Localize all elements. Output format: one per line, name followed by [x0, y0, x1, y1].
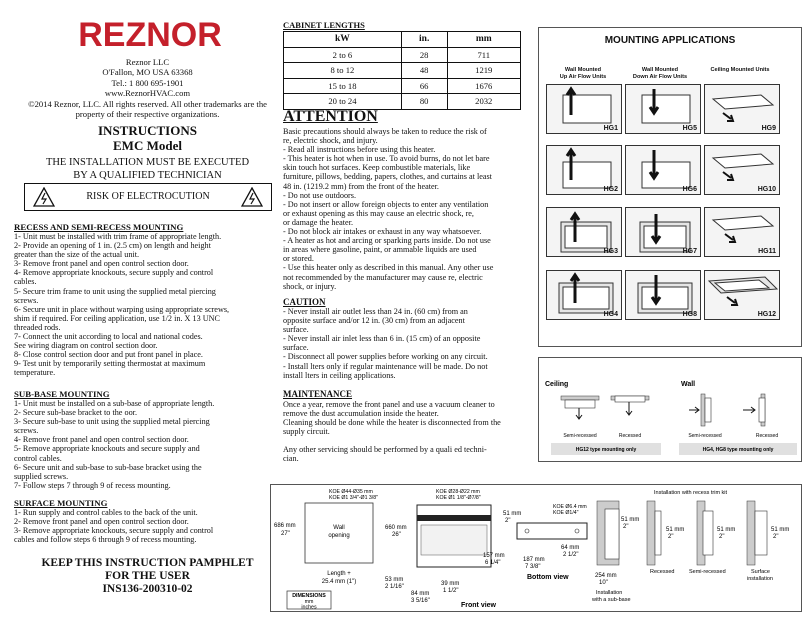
column-header: in.: [401, 32, 447, 48]
table-cell: 2032: [447, 94, 520, 110]
table-row: [284, 47, 521, 63]
hg-label: HG4: [603, 311, 618, 318]
hg-label: HG3: [603, 248, 618, 255]
ceiling-wall-panel: [538, 357, 802, 462]
column-header-line: Wall Mounted: [564, 67, 602, 73]
text-line: shock, or injury.: [283, 281, 337, 291]
keep-pamphlet-line2: FOR THE USER: [105, 570, 190, 582]
recess-list: [14, 232, 276, 378]
address-line: Reznor LLC: [125, 57, 170, 67]
hg-label: HG7: [682, 248, 697, 255]
text-line: or damage the heater.: [283, 217, 354, 227]
wall-note: HG4, HG8 type mounting only: [702, 447, 774, 453]
dim-label: 686 mm: [274, 523, 296, 529]
company-address: [20, 57, 275, 119]
dim-label: 10": [599, 580, 608, 586]
text-line: - Install lters only if regular maintenance will be made. Do not: [283, 361, 488, 371]
mounting-diagram-hg3: [546, 207, 622, 257]
mounting-diagram-hg6: [625, 145, 701, 195]
dim-label: 26": [392, 532, 401, 538]
table-cell: 66: [401, 78, 447, 94]
list-item: screws.: [14, 295, 39, 305]
koe-label: KOE Ø1/4": [553, 510, 579, 516]
list-item: 3- Remove appropriate knockouts, secure supply and control: [14, 526, 214, 536]
recess-heading: RECESS AND SEMI-RECESS MOUNTING: [14, 222, 184, 232]
spacer: [283, 436, 529, 445]
dim-label: Length +: [327, 571, 351, 577]
column-header: kW: [284, 32, 402, 48]
attention-text: [283, 127, 529, 291]
list-item: 6- Secure unit and sub-base to sub-base bracket using the: [14, 462, 202, 472]
dim-label: 2": [773, 534, 779, 540]
text-line: opposite surface and/or 12 in. (30 cm) from an adjacent: [283, 316, 465, 326]
maintenance-text: [283, 400, 529, 464]
koe-label: KOE Ø44-Ø35 mm: [329, 489, 373, 495]
table-cell: 15 to 18: [284, 78, 402, 94]
dim-label: 2": [668, 534, 674, 540]
koe-label: KOE Ø6.4 mm: [553, 504, 587, 510]
text-line: 48 in. (1219.2 mm) from the front of the heater.: [283, 181, 439, 191]
dim-label: 51 mm: [503, 511, 522, 517]
hg-label: HG9: [761, 125, 776, 132]
text-line: - Use this heater only as described in this manual. Any other use: [283, 263, 494, 273]
dim-label: 51 mm: [621, 517, 640, 523]
column-header-up-air: [548, 67, 618, 80]
mounting-diagram-hg9: [704, 84, 780, 134]
list-item: 4- Remove front panel and open control section door.: [14, 435, 189, 445]
text-line: or stored.: [283, 254, 314, 264]
dim-label: 6 1/4": [485, 560, 501, 566]
list-item: See wiring diagram on control section door.: [14, 341, 158, 351]
list-item: 1- Run supply and control cables to the back of the unit.: [14, 508, 198, 517]
ceiling-label: Ceiling: [545, 381, 569, 388]
table-cell: 1676: [447, 78, 520, 94]
list-item: 2- Secure sub-base bracket to the oor.: [14, 408, 137, 418]
text-line: furniture, pillows, bedding, papers, clothes, and curtains at least: [283, 172, 492, 182]
list-item: shim if required. For ceiling application, use 1/2 in. X 13 UNC: [14, 313, 221, 323]
mounting-diagram-hg10: [704, 145, 780, 195]
dim-label: 187 mm: [523, 557, 545, 563]
list-item: 7- Follow steps 7 through 9 of recess mounting.: [14, 480, 171, 490]
list-item: temperature.: [14, 368, 56, 378]
inches-label: inches: [301, 604, 317, 611]
dim-label: 39 mm: [441, 581, 460, 587]
text-line: - Do not use outdoors.: [283, 190, 356, 200]
recessed-label: Recessed: [650, 569, 675, 575]
dim-label: 660 mm: [385, 525, 407, 531]
text-line: surface.: [283, 343, 309, 353]
list-item: 2- Remove front panel and open control section door.: [14, 517, 189, 527]
dim-label: 2 1/16": [385, 584, 404, 590]
table-header-row: [284, 32, 521, 48]
cabinet-lengths-title: CABINET LENGTHS: [283, 20, 365, 30]
wall-label: Wall: [681, 381, 696, 388]
wall-opening-label: opening: [328, 533, 350, 539]
instructions-title: INSTRUCTIONS: [98, 123, 197, 138]
text-line: supply circuit.: [283, 427, 330, 437]
subbase-label: Installation: [596, 590, 623, 596]
dimensions-drawing: [271, 485, 803, 613]
subbase-heading: SUB-BASE MOUNTING: [14, 389, 110, 399]
dimensions-label: DIMENSIONS: [292, 593, 326, 599]
dim-label: 7 3/8": [525, 564, 541, 570]
ceiling-note: HG12 type mounting only: [575, 447, 637, 453]
dim-label: 51 mm: [666, 527, 685, 533]
list-item: 8- Close control section door and put front panel in place.: [14, 350, 203, 360]
dim-label: 2 1/2": [563, 552, 579, 558]
list-item: threaded rods.: [14, 322, 61, 332]
text-line: Basic precautions should always be taken to reduce the risk of: [283, 127, 487, 136]
model-title: EMC Model: [113, 138, 182, 153]
text-line: - Never install air outlet less than 24 in. (60 cm) from an: [283, 307, 468, 316]
text-line: Once a year, remove the front panel and use a vacuum cleaner to: [283, 400, 495, 409]
electrocution-warning-box: [24, 183, 272, 211]
column-header-line: Down Air Flow Units: [632, 73, 688, 80]
mounting-diagram-hg5: [625, 84, 701, 134]
address-line: O'Fallon, MO USA 63368: [102, 67, 193, 78]
mounting-diagram-hg2: [546, 145, 622, 195]
hg-label: HG11: [758, 248, 776, 255]
list-item: 9- Test unit by temporarily setting thermostat at maximum: [14, 359, 206, 369]
list-item: 5- Remove appropriate knockouts and secure supply and: [14, 444, 200, 454]
hg-label: HG2: [603, 186, 618, 193]
dimensions-panel: [270, 484, 802, 612]
list-item: supplied screws.: [14, 471, 69, 481]
column-header-ceiling: [705, 67, 775, 74]
hg-label: HG5: [682, 125, 697, 132]
column-header-line: Ceiling Mounted Units: [710, 67, 770, 73]
list-item: 4- Remove appropriate knockouts, secure supply and control: [14, 268, 214, 278]
text-line: remove the dust accumulation inside the heater.: [283, 409, 439, 419]
address-line: www.ReznorHVAC.com: [104, 88, 191, 99]
dim-label: 157 mm: [483, 553, 505, 559]
caution-text: [283, 307, 529, 380]
list-item: screws.: [14, 426, 39, 436]
column-header-line: Wall Mounted: [641, 67, 679, 73]
keep-pamphlet-line1: KEEP THIS INSTRUCTION PAMPHLET: [41, 557, 254, 569]
mounting-diagram-hg4: [546, 270, 622, 320]
text-line: or exhaust opening as this may cause an electric shock, re,: [283, 208, 474, 218]
dim-label: 27": [281, 531, 290, 537]
caution-heading: CAUTION: [283, 297, 326, 307]
table-cell: 80: [401, 94, 447, 110]
column-header-down-air: [625, 67, 695, 80]
maintenance-heading: MAINTENANCE: [283, 389, 353, 399]
dim-label: 51 mm: [771, 527, 790, 533]
dim-label: 2": [623, 524, 629, 530]
text-line: - Read all instructions before using this heater.: [283, 145, 436, 155]
text-line: cian.: [283, 454, 299, 464]
mounting-diagram-hg11: [704, 207, 780, 257]
text-line: - Do not insert or allow foreign objects to enter any ventilation: [283, 199, 489, 209]
dim-label: 254 mm: [595, 573, 617, 579]
hg-label: HG8: [682, 311, 697, 318]
list-item: control cables.: [14, 453, 62, 463]
wall-opening-label: Wall: [333, 525, 345, 531]
dim-label: 84 mm: [411, 591, 430, 597]
text-line: in areas where gasoline, paint, or ammable liquids are used: [283, 245, 477, 255]
surface-label: installation: [747, 576, 773, 582]
table-cell: 2 to 6: [284, 47, 402, 63]
bottom-view-label: Bottom view: [527, 574, 569, 581]
surface-label: Surface: [751, 569, 770, 575]
list-item: 5- Secure trim frame to unit using the supplied metal piercing: [14, 286, 216, 296]
dim-label: 1 1/2": [443, 588, 459, 594]
warning-triangle-icon: [241, 187, 263, 207]
text-line: - Do not block air intakes or exhaust in any way whatsoever.: [283, 227, 482, 237]
hg-label: HG10: [757, 186, 776, 193]
ceiling-semirecessed-label: Semi-recessed: [563, 433, 597, 439]
wall-semirecessed-label: Semi-recessed: [688, 433, 722, 439]
qualified-warning-line1: THE INSTALLATION MUST BE EXECUTED: [45, 157, 250, 168]
table-cell: 20 to 24: [284, 94, 402, 110]
mounting-diagram-hg12: [704, 270, 780, 320]
list-item: 2- Provide an opening of 1 in. (2.5 cm) on length and height: [14, 241, 211, 251]
ceiling-recessed-label: Recessed: [618, 433, 642, 439]
dim-label: 25.4 mm (1"): [321, 579, 357, 585]
dim-label: 53 mm: [385, 577, 404, 583]
text-line: Any other servicing should be performed by a quali ed techni-: [283, 445, 487, 455]
text-line: - Never install air inlet less than 6 in. (15 cm) of an opposite: [283, 334, 481, 344]
mounting-diagram-hg1: [546, 84, 622, 134]
wall-recessed-label: Recessed: [755, 433, 779, 439]
mounting-diagram-hg8: [625, 270, 701, 320]
list-item: 1- Unit must be installed on a sub-base of appropriate length.: [14, 399, 215, 408]
trim-kit-label: Installation with recess trim kit: [654, 490, 728, 496]
hg-label: HG1: [603, 125, 618, 132]
text-line: - Disconnect all power supplies before working on any circuit.: [283, 352, 488, 362]
front-view-label: Front view: [461, 602, 497, 609]
ceiling-wall-diagram: [539, 358, 803, 463]
dim-label: 51 mm: [717, 527, 736, 533]
subbase-label: with a sub-base: [592, 597, 631, 603]
list-item: 1- Unit must be installed with trim frame of appropriate length.: [14, 232, 222, 241]
hg-label: HG6: [682, 186, 697, 193]
reznor-logo: [60, 16, 240, 52]
column-header-line: Up Air Flow Units: [559, 73, 607, 80]
table-cell: 48: [401, 63, 447, 79]
dim-label: 2": [719, 534, 725, 540]
table-row: [284, 94, 521, 110]
semi-recessed-label: Semi-recessed: [689, 569, 726, 575]
list-item: 6- Secure unit in place without warping using appropriate screws,: [14, 304, 230, 314]
document-number: INS136-200310-02: [102, 583, 193, 595]
subbase-list: [14, 399, 276, 490]
text-line: not recommended by the manufacturer may cause re, electric: [283, 272, 483, 282]
list-item: greater than the size of the actual unit.: [14, 250, 140, 260]
surface-list: [14, 508, 276, 544]
text-line: - A heater as hot and arcing or sparking parts inside. Do not use: [283, 236, 491, 246]
text-line: - This heater is hot when in use. To avoid burns, do not let bare: [283, 154, 490, 164]
list-item: 3- Remove front panel and open control section door.: [14, 259, 189, 269]
mounting-diagram-hg7: [625, 207, 701, 257]
address-line: ©2014 Reznor, LLC. All rights reserved. All other trademarks are the: [28, 98, 267, 109]
list-item: cables.: [14, 277, 37, 287]
koe-label: KOE Ø28-Ø22 mm: [436, 489, 480, 495]
list-item: 3- Secure sub-base to unit using the supplied metal piercing: [14, 417, 210, 427]
koe-label: KOE Ø1 1/8"-Ø7/8": [436, 495, 481, 501]
text-line: skin touch hot surfaces. Keep combustible materials, like: [283, 163, 471, 173]
list-item: 7- Connect the unit according to local and national codes.: [14, 332, 203, 342]
surface-heading: SURFACE MOUNTING: [14, 498, 108, 508]
logo-text: REZNOR: [78, 16, 222, 52]
table-cell: 8 to 12: [284, 63, 402, 79]
risk-text: RISK OF ELECTROCUTION: [86, 191, 210, 202]
table-row: [284, 78, 521, 94]
column-header: mm: [447, 32, 520, 48]
text-line: re, electric shock, and injury.: [283, 136, 378, 146]
text-line: install lters in ceiling applications.: [283, 370, 396, 380]
list-item: cables and follow steps 6 through 9 of recess mounting.: [14, 535, 197, 545]
mounting-applications-title: MOUNTING APPLICATIONS: [604, 35, 736, 46]
text-line: Cleaning should be done while the heater is disconnected from the: [283, 418, 501, 428]
koe-label: KOE Ø1 3/4"-Ø1 3/8": [329, 495, 378, 501]
address-line: property of their respective organizations.: [75, 109, 220, 120]
table-cell: 1219: [447, 63, 520, 79]
hg-label: HG12: [757, 311, 776, 318]
dim-label: 3 5/16": [411, 598, 430, 604]
qualified-warning-line2: BY A QUALIFIED TECHNICIAN: [73, 170, 222, 181]
address-line: Tel.: 1 800 695-1901: [111, 77, 184, 88]
table-cell: 28: [401, 47, 447, 63]
dim-label: 64 mm: [561, 545, 580, 551]
attention-heading: ATTENTION: [283, 108, 378, 125]
cabinet-lengths-table: [283, 31, 521, 110]
text-line: surface.: [283, 325, 309, 335]
table-row: [284, 63, 521, 79]
table-cell: 711: [447, 47, 520, 63]
dim-label: 2": [505, 518, 511, 524]
mm-label: mm: [304, 599, 314, 605]
